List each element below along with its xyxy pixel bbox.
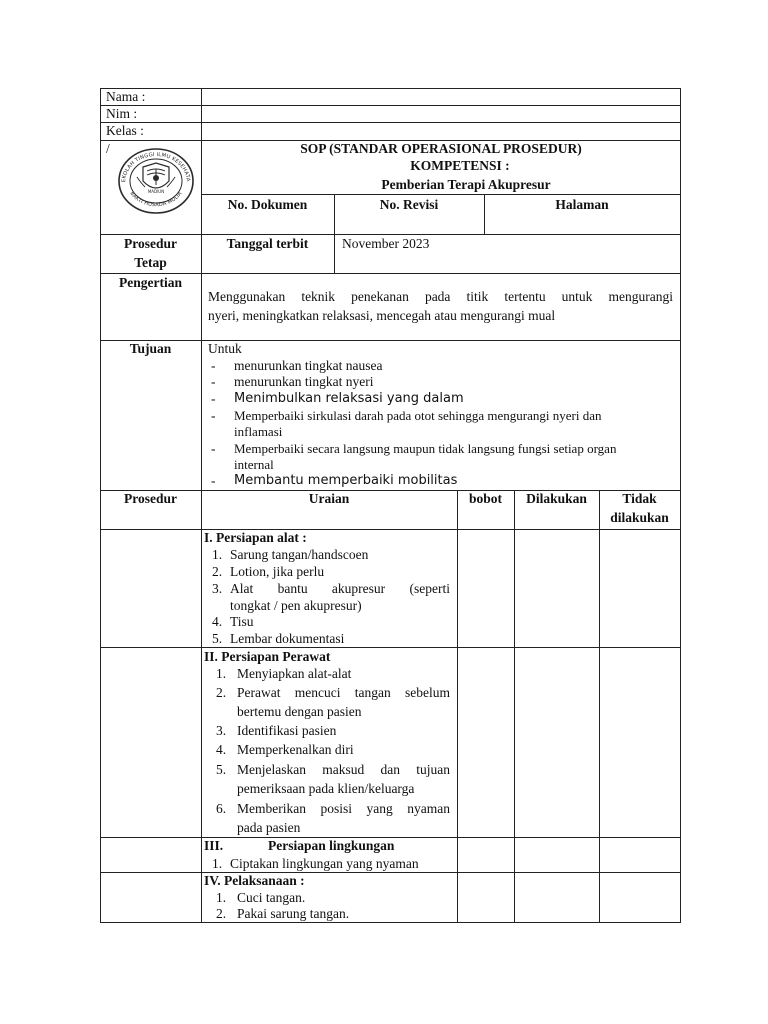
- sop-subtitle: Pemberian Terapi Akupresur: [381, 177, 551, 192]
- row-line: [100, 105, 681, 106]
- nama-label: Nama :: [106, 89, 146, 104]
- tujuan-dash: -: [211, 473, 216, 488]
- list-item: Alat bantu akupresur (seperti: [230, 581, 450, 596]
- tujuan-item-cont: inflamasi: [234, 424, 283, 439]
- tujuan-dash: -: [211, 408, 216, 423]
- prosedur-tetap-label-2: Tetap: [134, 255, 167, 270]
- list-item: Lembar dokumentasi: [230, 631, 345, 646]
- list-item: Tisu: [230, 614, 254, 629]
- tujuan-item: Membantu memperbaiki mobilitas: [234, 473, 458, 488]
- halaman-header: Halaman: [555, 197, 609, 212]
- kelas-label: Kelas :: [106, 123, 144, 138]
- prosedur-header: Prosedur: [124, 491, 177, 506]
- tanggal-terbit-label: Tanggal terbit: [226, 236, 309, 251]
- list-number: 6.: [216, 801, 227, 816]
- list-item: Memperkenalkan diri: [237, 742, 354, 757]
- uraian-header: Uraian: [308, 491, 350, 506]
- tujuan-label: Tujuan: [129, 341, 172, 356]
- list-item: Ciptakan lingkungan yang nyaman: [230, 856, 419, 871]
- tanggal-terbit-value: November 2023: [342, 236, 430, 251]
- row-line: [100, 88, 681, 89]
- pengertian-line-1: Menggunakan teknik penekanan pada titik tertentu untuk mengurangi: [208, 289, 673, 304]
- row-line: [100, 647, 681, 648]
- tujuan-item: Memperbaiki sirkulasi darah pada otot sehingga mengurangi nyeri dan: [234, 408, 602, 423]
- list-item: Sarung tangan/handscoen: [230, 547, 369, 562]
- no-dokumen-header: No. Dokumen: [227, 197, 308, 212]
- no-revisi-header: No. Revisi: [379, 197, 439, 212]
- list-number: 1.: [212, 547, 223, 562]
- logo-inner-text: MADIUN: [147, 189, 165, 194]
- list-number: 4.: [216, 742, 227, 757]
- list-item: Lotion, jika perlu: [230, 564, 325, 579]
- list-number: 3.: [216, 723, 227, 738]
- list-number: 4.: [212, 614, 223, 629]
- tidak-dilakukan-header-2: dilakukan: [610, 510, 669, 525]
- row-line: [100, 922, 681, 923]
- list-number: 2.: [216, 685, 227, 700]
- nim-label: Nim :: [106, 106, 138, 121]
- list-item: Identifikasi pasien: [237, 723, 337, 738]
- pengertian-label: Pengertian: [119, 275, 182, 290]
- row-line: [100, 872, 681, 873]
- tujuan-dash: -: [211, 358, 216, 373]
- section-iii-number: III.: [204, 838, 224, 853]
- slash-mark: /: [106, 141, 110, 156]
- sop-title: SOP (STANDAR OPERASIONAL PROSEDUR): [300, 141, 582, 156]
- logo-city-text: BAKTI HUSADA MULIA: [128, 190, 184, 209]
- column-divider-bobot: [457, 490, 458, 923]
- list-item: Memberikan posisi yang nyaman: [237, 801, 450, 816]
- section-persiapan-alat-title: I. Persiapan alat :: [204, 530, 307, 545]
- row-line: [201, 194, 681, 195]
- row-line: [100, 529, 681, 530]
- prosedur-tetap-label-1: Prosedur: [124, 236, 177, 251]
- section-persiapan-lingkungan-title: Persiapan lingkungan: [268, 838, 395, 853]
- list-number: 2.: [212, 564, 223, 579]
- list-item: Menyiapkan alat-alat: [237, 666, 352, 681]
- list-item: Perawat mencuci tangan sebelum: [237, 685, 450, 700]
- column-divider-tidak: [599, 490, 600, 923]
- list-number: 1.: [216, 890, 227, 905]
- tujuan-dash: -: [211, 391, 216, 406]
- list-item-cont: tongkat / pen akupresur): [230, 598, 362, 613]
- row-line: [100, 234, 681, 235]
- table-border-right: [680, 88, 681, 923]
- list-number: 3.: [212, 581, 223, 596]
- institution-logo: [117, 147, 195, 215]
- list-number: 1.: [216, 666, 227, 681]
- tujuan-dash: -: [211, 374, 216, 389]
- tujuan-item: menurunkan tingkat nausea: [234, 358, 383, 373]
- section-persiapan-perawat-title: II. Persiapan Perawat: [204, 649, 331, 664]
- list-item-cont: bertemu dengan pasien: [237, 704, 362, 719]
- list-item-cont: pada pasien: [237, 820, 301, 835]
- tujuan-item: menurunkan tingkat nyeri: [234, 374, 374, 389]
- tujuan-dash: -: [211, 441, 216, 456]
- tujuan-item-cont: internal: [234, 457, 274, 472]
- tujuan-item: Menimbulkan relaksasi yang dalam: [234, 391, 464, 406]
- dilakukan-header: Dilakukan: [526, 491, 587, 506]
- list-number: 5.: [212, 631, 223, 646]
- row-line: [100, 122, 681, 123]
- bobot-header: bobot: [468, 491, 502, 506]
- list-item: Cuci tangan.: [237, 890, 306, 905]
- section-pelaksanaan-title: IV. Pelaksanaan :: [204, 873, 305, 888]
- pengertian-line-2: nyeri, meningkatkan relaksasi, mencegah atau mengurangi mual: [208, 308, 556, 323]
- logo-institution-text: EKOLAH TINGGI ILMU KESEHATA: [120, 151, 192, 183]
- list-item: Menjelaskan maksud dan tujuan: [237, 762, 450, 777]
- tujuan-item: Memperbaiki secara langsung maupun tidak langsung fungsi setiap organ: [234, 441, 617, 456]
- list-number: 5.: [216, 762, 227, 777]
- row-line: [100, 273, 681, 274]
- list-item: Pakai sarung tangan.: [237, 906, 350, 921]
- list-number: 1.: [212, 856, 223, 871]
- column-divider-dilakukan: [514, 490, 515, 923]
- kompetensi-label: KOMPETENSI :: [410, 158, 510, 173]
- tidak-dilakukan-header-1: Tidak: [622, 491, 657, 506]
- list-item-cont: pemeriksaan pada klien/keluarga: [237, 781, 415, 796]
- list-number: 2.: [216, 906, 227, 921]
- tujuan-intro: Untuk: [208, 341, 242, 356]
